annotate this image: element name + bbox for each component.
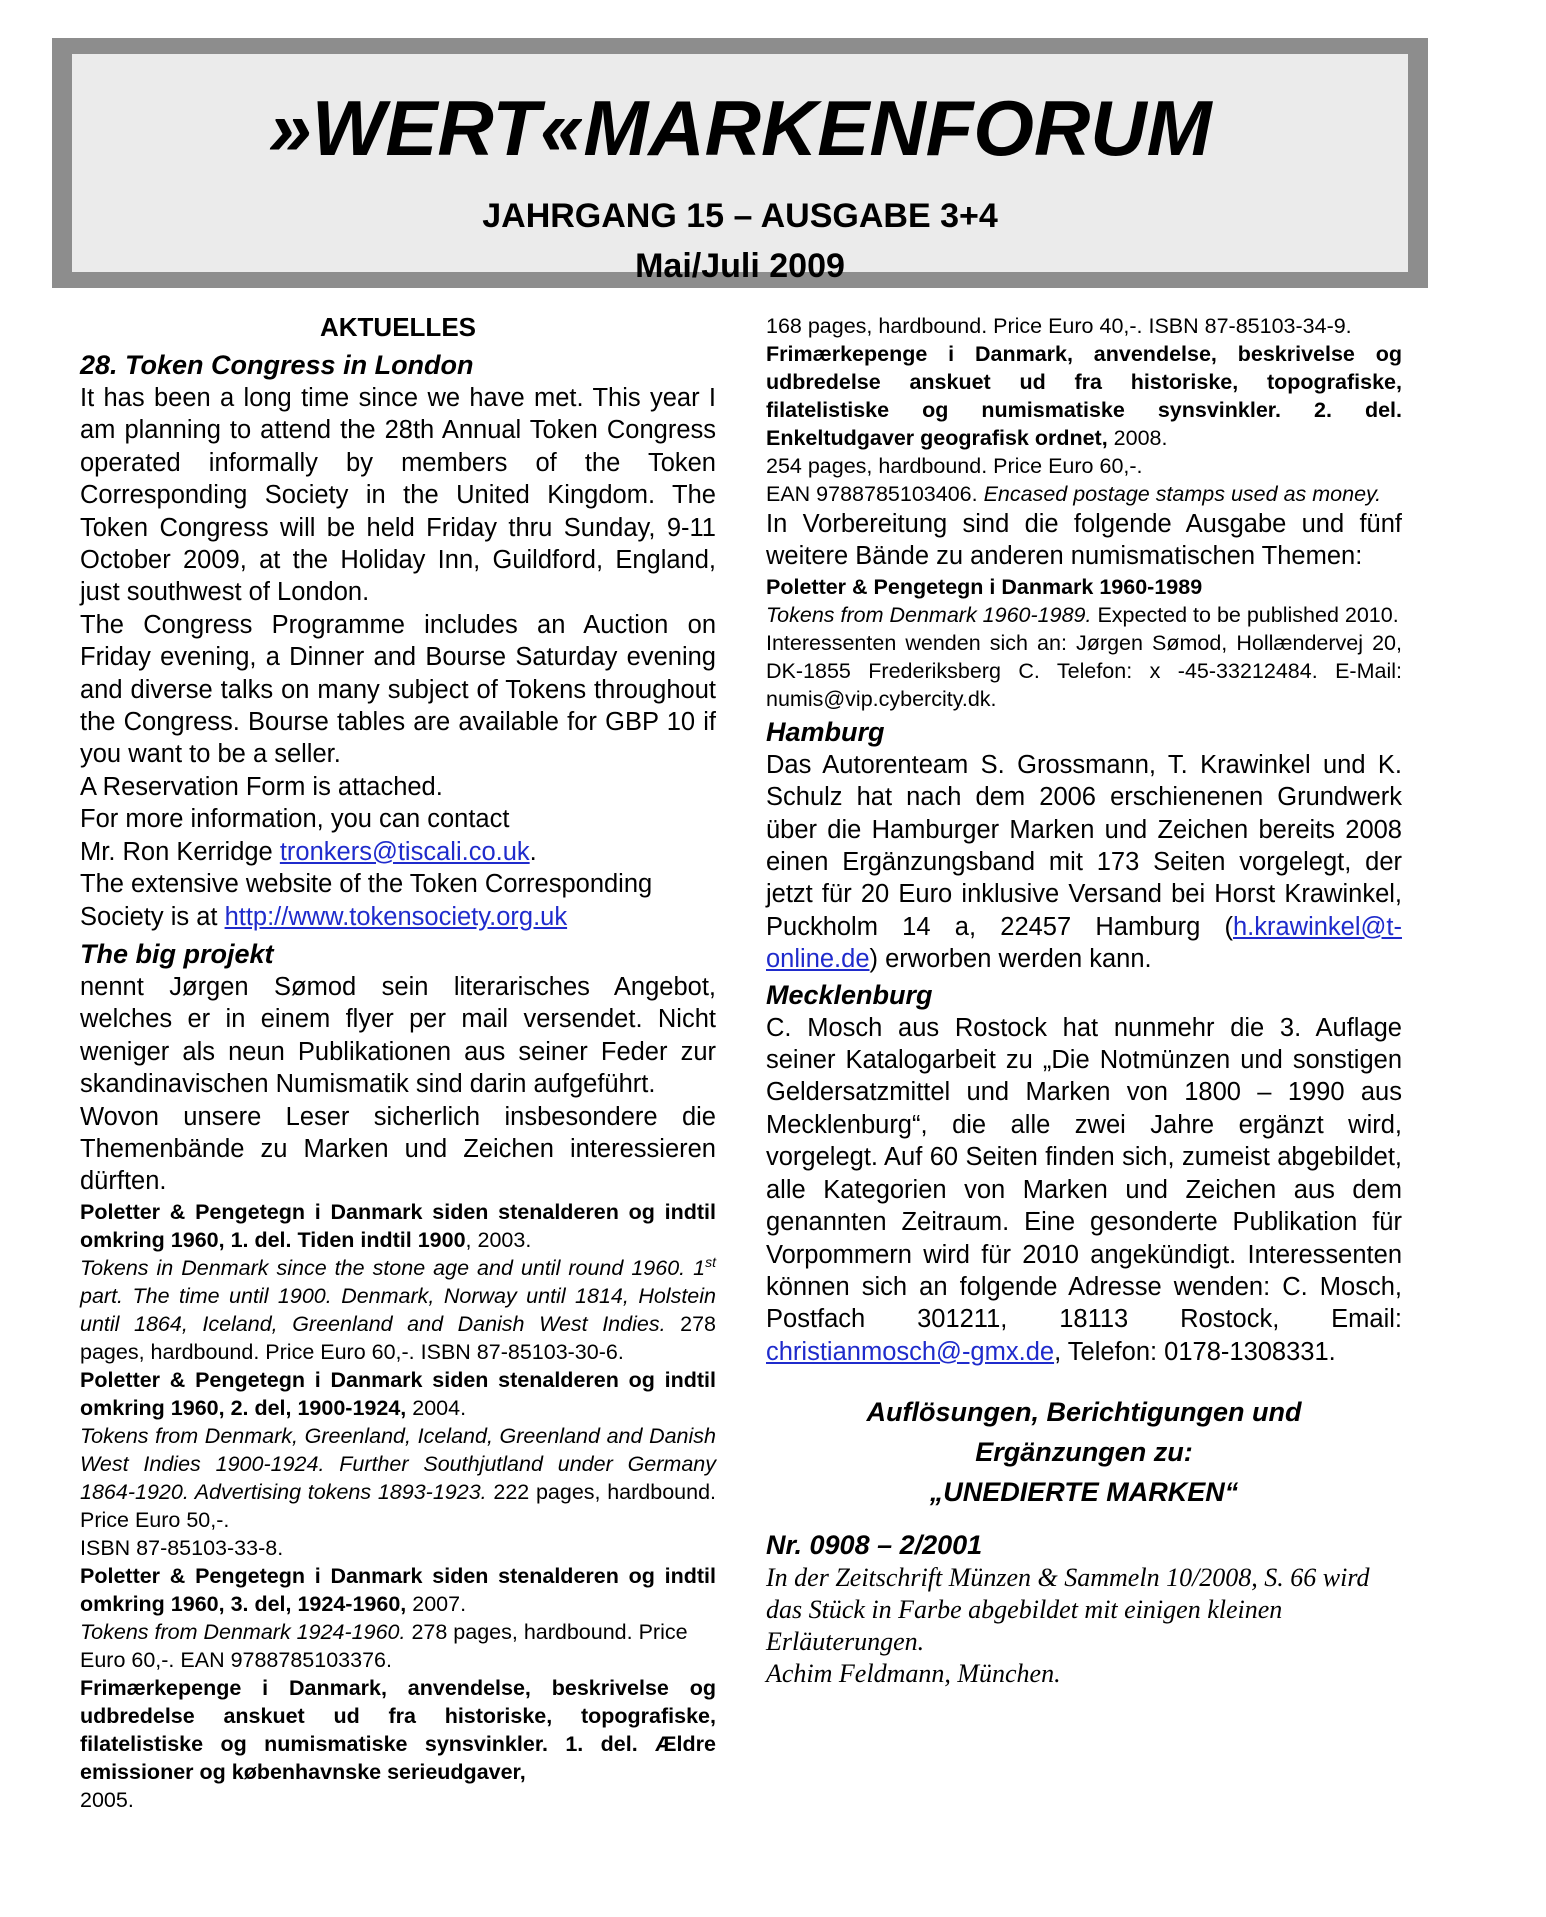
- aufloesungen-line-1: Auflösungen, Berichtigungen und: [866, 1397, 1302, 1428]
- book1-year: , 2003.: [465, 1227, 532, 1252]
- book-entry-3: [80, 1562, 716, 1618]
- book5-info-b: EAN 9788785103406.: [766, 482, 984, 506]
- heading-big-projekt: The big projekt: [80, 938, 274, 969]
- book4-title: Frimærkepenge i Danmark, anvendelse, beskrivelse og udbredelse anskuet ud fra historiske, topografiske, filatelistiske og numismatiske synsvinkler. 1. del. Ældre emissioner og københavnske serieudgaver,: [80, 1675, 716, 1784]
- book5-title: Frimærkepenge i Danmark, anvendelse, beskrivelse og udbredelse anskuet ud fra historiske, topografiske, filatelistiske og numismatiske synsvinkler. 2. del. Enkeltudgaver geografisk ordnet,: [766, 342, 1402, 450]
- book-entry-3-desc: [80, 1618, 716, 1674]
- meck-email-link[interactable]: christianmosch@-gmx.de: [766, 1337, 1055, 1366]
- aufloesungen-line-3: „UNEDIERTE MARKEN“: [929, 1477, 1239, 1508]
- book1-info: 278 pages, hardbound. Price Euro 60,-. ISBN 87-85103-30-6.: [80, 1311, 716, 1364]
- contact-end: .: [529, 837, 537, 866]
- issue-date: Mai/Juli 2009: [635, 247, 845, 285]
- heading-mecklenburg: Mecklenburg: [766, 979, 933, 1010]
- congress-paragraph-2: The Congress Programme includes an Auction on Friday evening, a Dinner and Bourse Saturday evening and diverse talks on many subject of Tokens throughout the Congress. Bourse tables are available for GBP 10 if you want to be a seller.: [80, 610, 716, 769]
- book-entry-2: [80, 1366, 716, 1422]
- website-line: [80, 868, 716, 933]
- book6-desc: Tokens from Denmark 1960-1989.: [766, 602, 1092, 627]
- book3-title: Poletter & Pengetegn i Danmark siden stenalderen og indtil omkring 1960, 3. del, 1924-1960,: [80, 1563, 716, 1616]
- book5-year: 2008.: [1107, 426, 1168, 450]
- book-entry-5: [766, 340, 1402, 452]
- book3-desc: Tokens from Denmark 1924-1960.: [80, 1619, 406, 1644]
- hamburg-paragraph: [766, 749, 1402, 976]
- prep-paragraph: In Vorbereitung sind die folgende Ausgabe und fünf weitere Bände zu anderen numismatischen Themen:: [766, 510, 1402, 571]
- nr-0908-author: Achim Feldmann, München.: [766, 1659, 1061, 1689]
- contact-line: [80, 836, 716, 868]
- book3-info: 278 pages, hardbound. Price Euro 60,-. EAN 9788785103376.: [80, 1619, 688, 1672]
- book-entry-4: [80, 1674, 716, 1786]
- contact-name: Mr. Ron Kerridge: [80, 837, 280, 866]
- heading-hamburg: Hamburg: [766, 716, 885, 747]
- book4-info: 168 pages, hardbound. Price Euro 40,-. ISBN 87-85103-34-9.: [766, 314, 1352, 338]
- book1-desc-a: Tokens in Denmark since the stone age and until round 1960. 1: [80, 1255, 706, 1280]
- contact-email-link[interactable]: tronkers@tiscali.co.uk: [279, 837, 530, 866]
- book5-info-line: [766, 480, 1402, 508]
- heading-token-congress: 28. Token Congress in London: [80, 350, 474, 380]
- hamburg-text-a: Das Autorenteam S. Grossmann, T. Krawinkel und K. Schulz hat nach dem 2006 erschienenen Grundwerk über die Hamburger Marken und Zeichen bereits 2008 einen Ergänzungsband mit 173 Seiten vorgelegt, der jetzt für 20 Euro inklusive Versand bei Horst Krawinkel, Puckholm 14 a, 22457 Hamburg (: [766, 750, 1402, 941]
- left-column: [80, 310, 716, 1814]
- book4-year: 2005.: [80, 1787, 134, 1812]
- book2-info-b: ISBN 87-85103-33-8.: [80, 1535, 284, 1560]
- book2-desc: Tokens from Denmark, Greenland, Iceland, Greenland and Danish West Indies 1900-1924. Further Southjutland under Germany 1864-1920. Advertising tokens 1893-1923.: [80, 1423, 716, 1504]
- hamburg-email-link[interactable]: h.krawinkel@t-online.de: [766, 912, 1402, 974]
- congress-paragraph-3: A Reservation Form is attached.: [80, 772, 443, 801]
- nr-0908-text: In der Zeitschrift Münzen & Sammeln 10/2008, S. 66 wird das Stück in Farbe abgebildet mit einigen kleinen Erläuterungen.: [766, 1563, 1370, 1657]
- website-text: The extensive website of the Token Corresponding Society is at: [80, 870, 653, 931]
- meck-text-a: C. Mosch aus Rostock hat nunmehr die 3. Auflage seiner Katalogarbeit zu „Die Notmünzen und sonstigen Geldersatzmittel und Marken von 1800 – 1990 aus Mecklenburg“, die alle zwei Jahre ergänzt wird, vorgelegt. Auf 60 Seiten finden sich, zumeist abgebildet, alle Kategorien von Marken und Zeichen aus dem genannten Zeitraum. Eine gesonderte Publikation für Vorpommern wird für 2010 angekündigt. Interessenten können sich an folgende Adresse wenden: C. Mosch, Postfach 301211, 18113 Rostock, Email:: [766, 1013, 1402, 1334]
- book1-desc-sup: st: [705, 1253, 716, 1270]
- book2-year: 2004.: [406, 1395, 467, 1420]
- book6-info: Expected to be published 2010.: [1091, 602, 1399, 627]
- meck-text-b: , Telefon: 0178-1308331.: [1054, 1337, 1336, 1366]
- book6-title: Poletter & Pengetegn i Danmark 1960-1989: [766, 574, 1203, 599]
- book-entry-2-desc: [80, 1422, 716, 1534]
- congress-paragraph-1: It has been a long time since we have met. This year I am planning to attend the 28th Annual Token Congress operated informally by members of the Token Corresponding Society in the United Kingdom. The Token Congress will be held Friday thru Sunday, 9-11 October 2009, at the Holiday Inn, Guildford, England, just southwest of London.: [80, 384, 716, 607]
- projekt-paragraph-1: nennt Jørgen Sømod sein literarisches Angebot, welches er in einem flyer per mail versendet. Nicht weniger als neun Publikationen aus seiner Feder zur skandinavischen Numismatik sind darin aufgeführt.: [80, 972, 716, 1099]
- book1-desc-b: part. The time until 1900. Denmark, Norway until 1814, Holstein until 1864, Iceland, Greenland and Danish West Indies.: [80, 1283, 716, 1336]
- book3-year: 2007.: [406, 1591, 467, 1616]
- book1-title: Poletter & Pengetegn i Danmark siden stenalderen og indtil omkring 1960, 1. del. Tiden indtil 1900: [80, 1199, 716, 1252]
- section-title-aktuelles: AKTUELLES: [320, 312, 476, 342]
- right-column: [766, 312, 1402, 1690]
- hamburg-text-b: ) erworben werden kann.: [869, 945, 1152, 974]
- projekt-paragraph-2: Wovon unsere Leser sicherlich insbesondere die Themenbände zu Marken und Zeichen interessieren dürften.: [80, 1102, 716, 1196]
- book2-title: Poletter & Pengetegn i Danmark siden stenalderen og indtil omkring 1960, 2. del, 1900-1924,: [80, 1367, 716, 1420]
- book2-info-a: 222 pages, hardbound. Price Euro 50,-.: [80, 1479, 717, 1532]
- book-entry-6: [766, 573, 1402, 601]
- heading-nr-0908: Nr. 0908 – 2/2001: [766, 1530, 983, 1561]
- book-entry-6-desc: [766, 601, 1402, 629]
- mecklenburg-paragraph: [766, 1012, 1402, 1368]
- somod-contact: Interessenten wenden sich an: Jørgen Sømod, Hollændervej 20, DK-1855 Frederiksberg C. Telefon: x -45-33212484. E-Mail: numis@vip.cybercity.dk.: [766, 630, 1402, 711]
- website-link[interactable]: http://www.tokensociety.org.uk: [224, 902, 568, 931]
- book5-desc: Encased postage stamps used as money.: [983, 482, 1382, 506]
- book-entry-1: [80, 1198, 716, 1254]
- issue-line: JAHRGANG 15 – AUSGABE 3+4: [482, 197, 998, 235]
- masthead: [52, 38, 1428, 288]
- congress-paragraph-4: For more information, you can contact: [80, 805, 510, 834]
- book-entry-1-desc: [80, 1254, 716, 1366]
- aufloesungen-line-2: Ergänzungen zu:: [975, 1437, 1193, 1468]
- masthead-panel: [72, 54, 1408, 285]
- journal-title: »WERT«MARKENFORUM: [268, 84, 1212, 172]
- book5-info-a: 254 pages, hardbound. Price Euro 60,-.: [766, 454, 1143, 478]
